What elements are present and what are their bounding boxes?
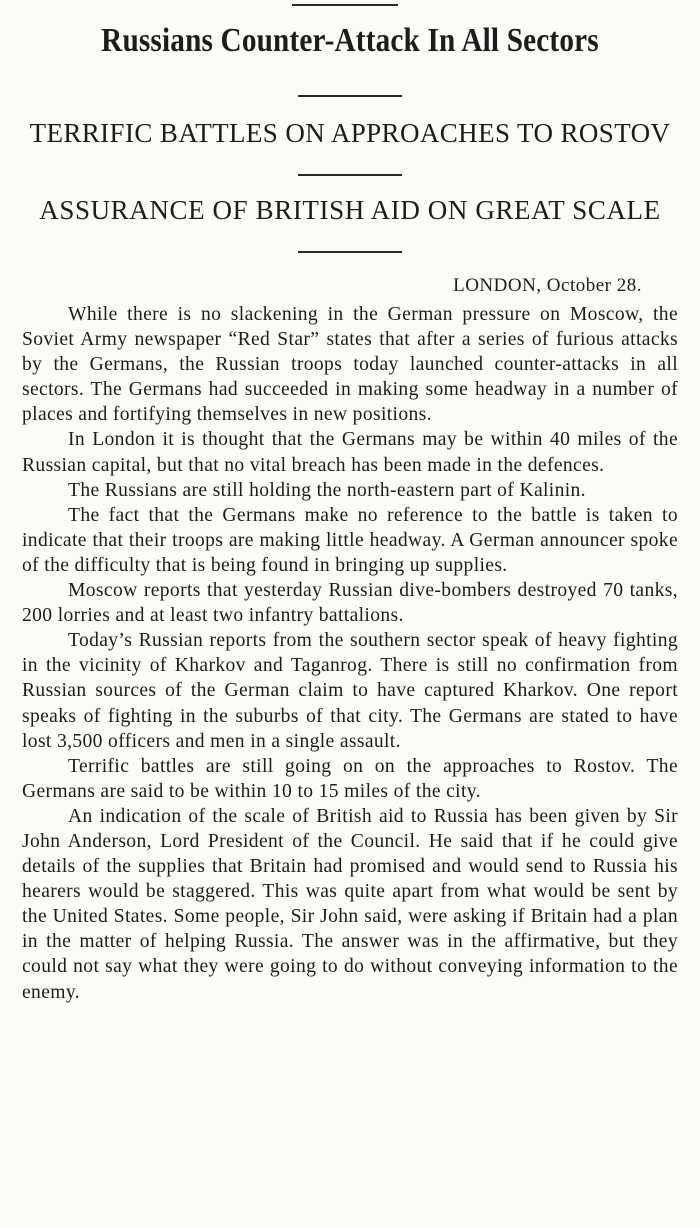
paragraph: Today’s Russian reports from the southern sector speak of heavy fighting in the vicinity of Kharkov and Taganrog. There is still no confirmation from Russian sources of the German claim to have captured Kharkov. One report speaks of fighting in the suburbs of that city. The Germans are stated to have lost 3,500 officers and men in a single assault. — [22, 630, 678, 752]
headline: Russians Counter-Attack In All Sectors — [101, 22, 599, 59]
paragraph: Moscow reports that yesterday Russian dive-bombers destroyed 70 tanks, 200 lorries and at least two infantry battalions. — [22, 580, 678, 627]
divider-rule-3 — [298, 251, 402, 253]
subhead-rostov: TERRIFIC BATTLES ON APPROACHES TO ROSTOV — [29, 118, 671, 148]
top-rule — [292, 4, 398, 6]
paragraph: The Russians are still holding the north-eastern part of Kalinin. — [68, 479, 586, 501]
divider-rule-1 — [298, 95, 402, 97]
paragraph: Terrific battles are still going on on the approaches to Rostov. The Germans are said to be within 10 to 15 miles of the city. — [22, 755, 678, 802]
divider-rule-2 — [298, 174, 402, 176]
paragraph: While there is no slackening in the German pressure on Moscow, the Soviet Army newspaper “Red Star” states that after a series of furious attacks by the Germans, the Russian troops today launched counter-attacks in all sectors. The Germans had succeeded in making some headway in a number of places and fortifying themselves in new positions. — [22, 304, 678, 426]
dateline: LONDON, October 28. — [453, 275, 642, 296]
paragraph: The fact that the Germans make no reference to the battle is taken to indicate that their troops are making little headway. A German announcer spoke of the difficulty that is being found in bringing up supplies. — [22, 504, 678, 576]
article-body — [22, 302, 678, 1005]
paragraph: In London it is thought that the Germans may be within 40 miles of the Russian capital, but that no vital breach has been made in the defences. — [22, 429, 678, 476]
subhead-british-aid: ASSURANCE OF BRITISH AID ON GREAT SCALE — [39, 195, 661, 225]
paragraph: An indication of the scale of British aid to Russia has been given by Sir John Anderson, Lord President of the Council. He said that if he could give details of the supplies that Britain had promised and would send to Russia his hearers would be staggered. This was quite apart from what would be sent by the United States. Some people, Sir John said, were asking if Britain had a plan in the matter of helping Russia. The answer was in the affirmative, but they could not say what they were going to do without conveying information to the enemy. — [22, 805, 678, 1003]
